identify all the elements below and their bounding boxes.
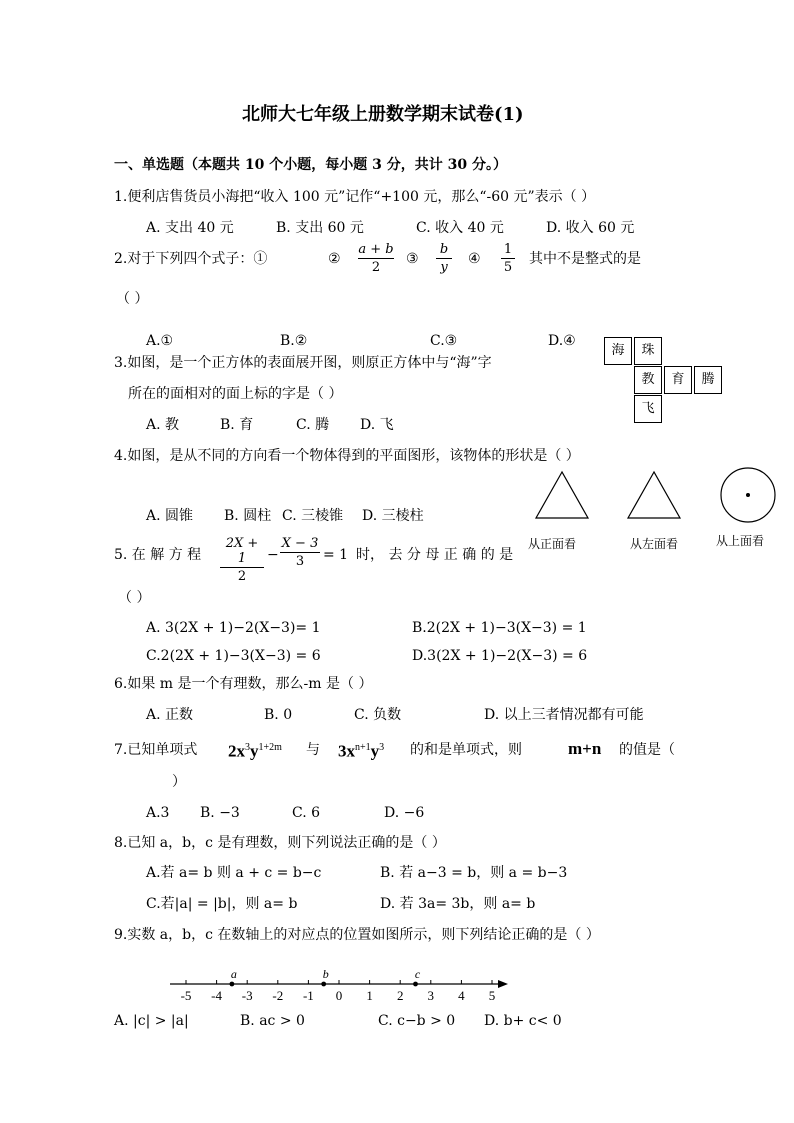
q5-answer-paren: （ ） [118,590,151,606]
number-line-figure [160,960,520,1010]
q2-mark-2: ② [328,251,341,267]
q8-option-b[interactable]: B. 若 a−3 = b，则 a = b−3 [380,865,568,881]
q7-mono2-y: y [370,741,380,761]
q2-option-a[interactable]: A.① [146,333,174,349]
q1-stem: 1.便利店售货员小海把“收入 100 元”记作“+100 元，那么“-60 元”表示（ ） [114,189,596,205]
q4-option-b[interactable]: B. 圆柱 [224,508,272,524]
q6-stem: 6.如果 m 是一个有理数，那么-m 是（ ） [114,676,373,692]
cube-net-face: 腾 [694,366,722,394]
cube-net-face: 海 [604,337,632,365]
q3-option-d[interactable]: D. 飞 [360,417,394,433]
q5-equals: = 1 [323,547,349,563]
number-line-tick-label: -5 [180,988,192,1003]
q8-stem: 8.已知 a，b，c 是有理数，则下列说法正确的是（ ） [114,835,446,851]
q7-option-c[interactable]: C. 6 [292,805,321,821]
q2-fraction-3-numerator: 1 [503,242,513,257]
fraction-bar [280,552,320,553]
q9-stem: 9.实数 a，b，c 在数轴上的对应点的位置如图所示，则下列结论正确的是（ ） [114,927,600,943]
cube-net-face: 教 [634,366,662,394]
q3-stem-line1: 3.如图，是一个正方体的表面展开图，则原正方体中与“海”字 [114,355,492,371]
q1-option-b[interactable]: B. 支出 60 元 [276,220,364,236]
q3-option-a[interactable]: A. 教 [146,417,180,433]
q7-option-a[interactable]: A.3 [146,805,170,821]
q8-option-c[interactable]: C.若|a| = |b|，则 a= b [146,896,298,912]
q7-mono2-exp-y: 3 [379,742,385,753]
q2-answer-paren: （ ） [116,291,149,307]
q5-fraction-2-numerator: X − 3 [281,536,319,551]
cube-net-face: 飞 [634,395,662,423]
number-line-tick-label: 3 [427,988,435,1003]
q2-stem-start: 2.对于下列四个式子：① [114,251,268,267]
q4-option-d[interactable]: D. 三棱柱 [362,508,424,524]
number-line-tick-label: 0 [335,988,343,1003]
q7-expression: m+n [568,739,602,758]
q5-fraction-1 [220,536,264,584]
q2-option-b[interactable]: B.② [280,333,308,349]
number-line-point [321,982,326,987]
q2-mark-3: ③ [406,251,419,267]
q5-stem-start: 5. 在 解 方 程 [114,547,202,563]
q2-option-d[interactable]: D.④ [548,333,576,349]
number-line-tick-label: -3 [241,988,253,1003]
q5-option-b[interactable]: B.2(2X + 1)−3(X−3) = 1 [412,620,587,636]
q2-fraction-1-denominator: 2 [371,260,381,275]
q5-fraction-1-denominator: 2 [237,569,247,584]
section-header: 一、单选题（本题共 10 个小题，每小题 3 分，共计 30 分。） [114,157,507,173]
view-label-front: 从正面看 [528,537,577,551]
number-line-tick-label: 5 [488,988,496,1003]
q9-option-c[interactable]: C. c−b > 0 [378,1013,456,1029]
q2-fraction-2-numerator: b [439,242,449,257]
q2-fraction-2 [436,242,452,275]
number-line-point-label: b [322,967,329,981]
three-views-figure [530,466,790,526]
q5-fraction-2-denominator: 3 [295,554,305,569]
q7-mono2-base: 3x [338,741,355,761]
q2-stem-end: 其中不是整式的是 [529,251,641,267]
number-line-arrow [498,980,508,988]
q1-option-d[interactable]: D. 收入 60 元 [546,220,635,236]
q2-fraction-1 [358,242,394,275]
q7-close-paren: ） [172,774,186,790]
q7-option-b[interactable]: B. −3 [200,805,240,821]
q7-option-d[interactable]: D. −6 [384,805,425,821]
q5-fraction-2 [280,536,320,569]
q6-option-b[interactable]: B. 0 [264,707,293,723]
q7-mono1-exp-y: 1+2m [258,742,282,753]
q5-minus: − [267,547,279,563]
q3-stem-line2: 所在的面相对的面上标的字是（ ） [128,386,343,402]
q7-stem-end: 的值是（ [619,742,675,758]
q2-mark-4: ④ [468,251,481,267]
q7-mono1-base: 2x [228,741,245,761]
q7-stem-start: 7.已知单项式 [114,742,198,758]
fraction-bar [220,567,264,568]
number-line-tick-label: 2 [396,988,404,1003]
number-line-tick-label: -1 [302,988,314,1003]
q7-mono1-y: y [250,741,259,761]
fraction-bar [501,258,515,259]
cube-net-face: 育 [664,366,692,394]
q5-fraction-1-numerator: 2X + 1 [225,536,259,566]
number-line-point [230,982,235,987]
fraction-bar [436,258,452,259]
number-line-point-label: c [414,967,421,981]
number-line-tick-label: -2 [272,988,284,1003]
front-view-triangle [536,472,588,518]
q7-monomial-2 [338,739,384,761]
q5-option-d[interactable]: D.3(2X + 1)−2(X−3) = 6 [412,648,588,664]
q7-mono1-exp-x: 3 [245,742,250,753]
number-line-tick-label: 1 [366,988,373,1003]
number-line-point-label: a [230,967,237,981]
q1-option-a[interactable]: A. 支出 40 元 [146,220,234,236]
q4-stem: 4.如图，是从不同的方向看一个物体得到的平面图形，该物体的形状是（ ） [114,448,580,464]
left-view-triangle [628,472,680,518]
view-label-top: 从上面看 [716,534,765,548]
q1-option-c[interactable]: C. 收入 40 元 [416,220,504,236]
number-line-tick-label: 4 [458,988,465,1003]
number-line-point [413,982,418,987]
page-title: 北师大七年级上册数学期末试卷(1) [242,104,524,125]
q4-option-c[interactable]: C. 三棱锥 [282,508,344,524]
number-line-tick-label: -4 [211,988,223,1003]
q3-option-b[interactable]: B. 育 [220,417,254,433]
q7-monomial-1 [228,739,282,761]
q2-fraction-3 [501,242,515,275]
q8-option-a[interactable]: A.若 a= b 则 a + c = b−c [146,865,322,881]
q6-option-d[interactable]: D. 以上三者情况都有可能 [484,707,644,723]
q6-option-c[interactable]: C. 负数 [354,707,402,723]
q7-mono2-exp-x: n+1 [355,742,371,753]
q9-option-d[interactable]: D. b+ c< 0 [484,1013,562,1029]
top-view-center-dot [746,493,750,497]
q5-stem-end: 时， 去 分 母 正 确 的 是 [356,547,514,563]
q4-option-a[interactable]: A. 圆锥 [146,508,194,524]
q2-fraction-3-denominator: 5 [503,260,513,275]
q2-fraction-2-denominator: y [440,260,448,275]
q6-option-a[interactable]: A. 正数 [146,707,194,723]
view-label-left: 从左面看 [630,537,679,551]
q7-with: 与 [306,742,320,758]
q8-option-d[interactable]: D. 若 3a= 3b，则 a= b [380,896,536,912]
q3-option-c[interactable]: C. 腾 [296,417,330,433]
q2-fraction-1-numerator: a + b [358,242,394,257]
q9-option-a[interactable]: A. |c| > |a| [114,1013,189,1029]
q2-option-c[interactable]: C.③ [430,333,458,349]
q9-option-b[interactable]: B. ac > 0 [240,1013,305,1029]
fraction-bar [358,258,394,259]
q7-stem-mid: 的和是单项式，则 [410,742,522,758]
cube-net-face: 珠 [634,337,662,365]
q5-option-a[interactable]: A. 3(2X + 1)−2(X−3)= 1 [146,620,321,636]
q5-option-c[interactable]: C.2(2X + 1)−3(X−3) = 6 [146,648,321,664]
